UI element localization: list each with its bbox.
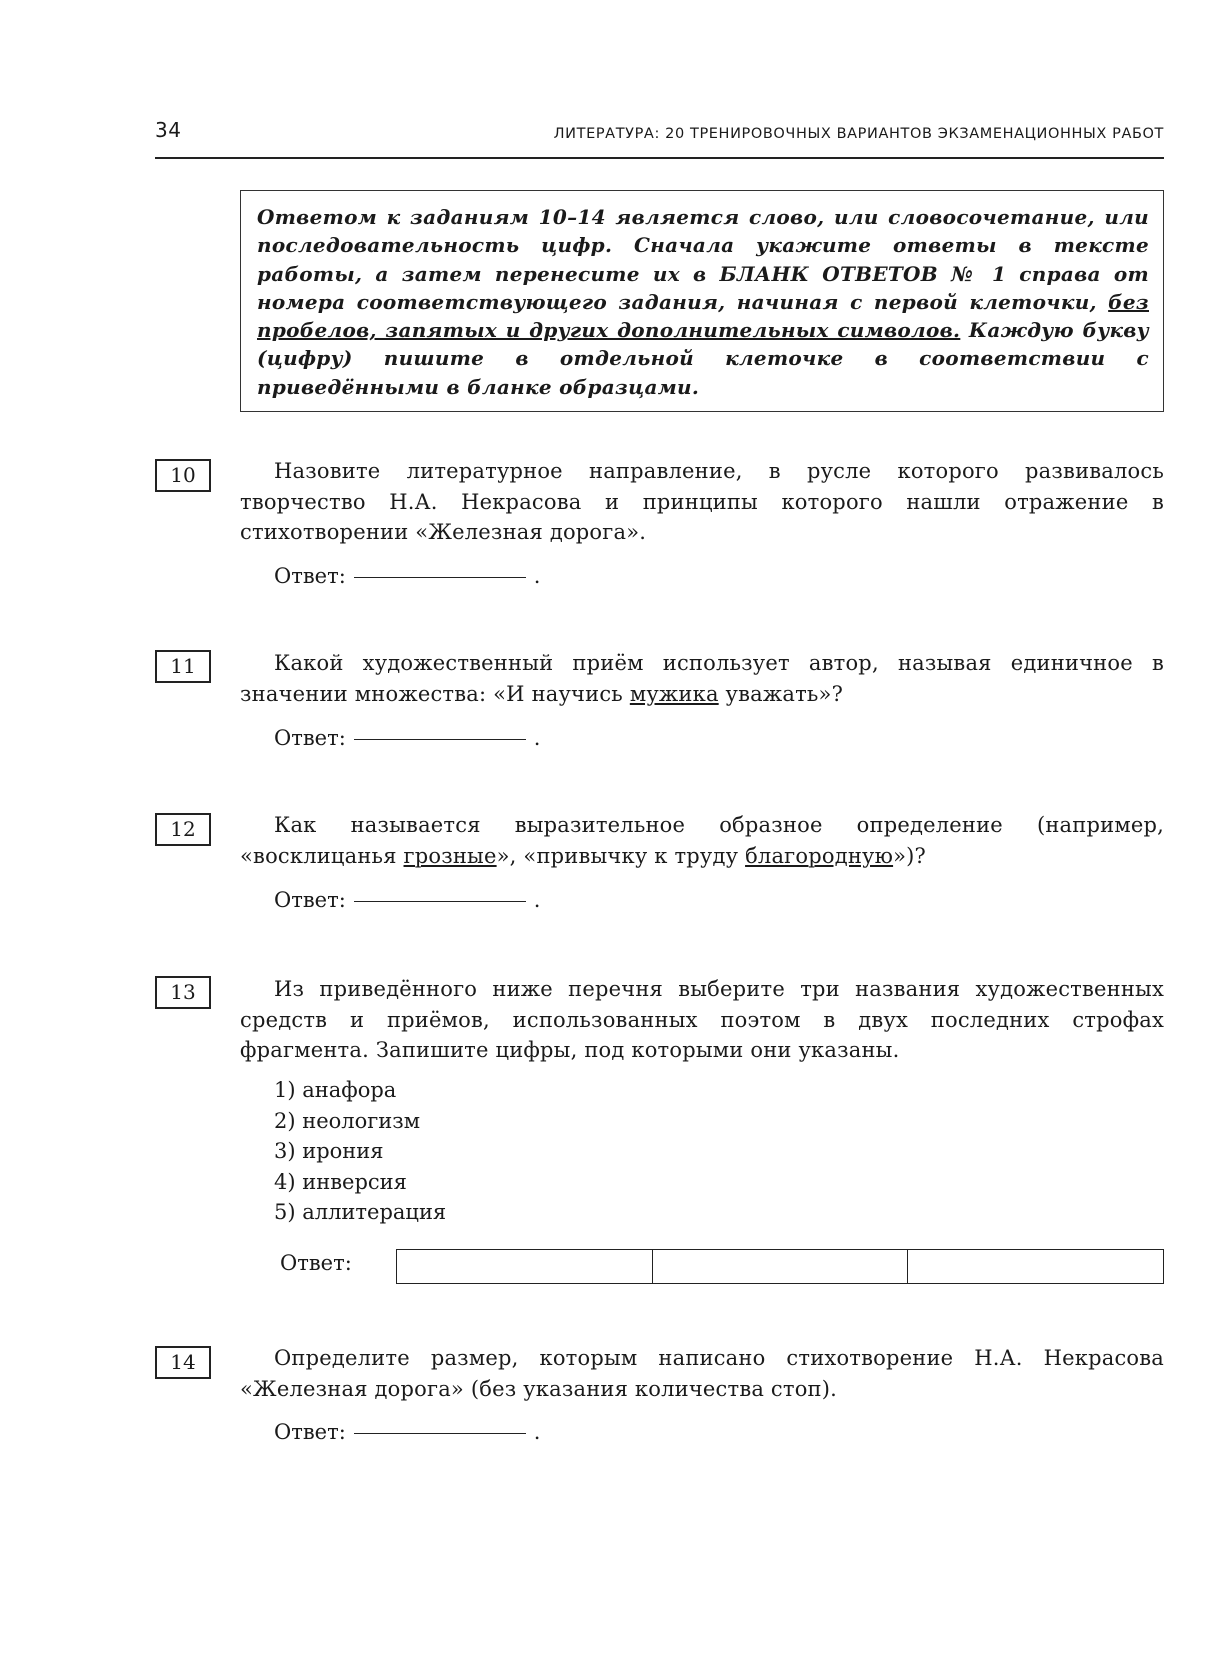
- task-11-answer-blank[interactable]: [354, 739, 526, 740]
- instruction-box: [240, 190, 1164, 412]
- answer-cell-2[interactable]: [653, 1250, 909, 1283]
- task-number-11: 11: [155, 650, 211, 683]
- task-13-options: [274, 1075, 446, 1228]
- answer-end-dot: .: [533, 1420, 541, 1444]
- page-number: 34: [155, 118, 182, 142]
- task-13-answer-grid: [396, 1249, 1164, 1284]
- task-14-text: Определите размер, которым написано стихотворение Н.А. Некрасова «Железная дорога» (без указания количества стоп).: [240, 1346, 1164, 1401]
- task-10-text: Назовите литературное направление, в русле которого развивалось творчество Н.А. Некрасова и принципы которого нашли отражение в стихотворении «Железная дорога».: [240, 459, 1164, 544]
- option-item: 5) аллитерация: [274, 1200, 447, 1225]
- task-12-answer-blank[interactable]: [354, 901, 526, 902]
- instruction-text: Ответом к заданиям 10–14 является слово, или словосочетание, или последовательность цифр. Сначала укажите ответы в тексте работы, а затем перенесите их в БЛАНК ОТВЕТОВ № 1 справа от номера соответствующего задания, начиная с первой клеточки,: [257, 205, 1149, 314]
- option-item: 3) ирония: [274, 1139, 384, 1164]
- task-12-underlined-word-1: грозные: [403, 843, 497, 868]
- task-12-text-part: Как называется выразительное образное определение (например, «восклицанья: [240, 813, 1164, 868]
- task-number-13: 13: [155, 976, 211, 1009]
- task-10-answer-blank[interactable]: [354, 577, 526, 578]
- header-rule: [155, 157, 1164, 159]
- option-item: 1) анафора: [274, 1078, 397, 1102]
- answer-end-dot: .: [533, 888, 541, 912]
- answer-cell-1[interactable]: [397, 1250, 653, 1283]
- answer-label: Ответ:: [274, 726, 346, 750]
- task-number-10: 10: [155, 459, 211, 492]
- task-11-underlined-word: мужика: [629, 681, 719, 706]
- running-title: ЛИТЕРАТУРА: 20 ТРЕНИРОВОЧНЫХ ВАРИАНТОВ ЭКЗАМЕНАЦИОННЫХ РАБОТ: [553, 126, 1164, 142]
- task-number-12: 12: [155, 813, 211, 846]
- task-13-answer-label: Ответ:: [280, 1251, 352, 1275]
- task-11-text-part: Какой художественный приём использует автор, называя единичное в значении множества: «И научись: [240, 651, 1164, 706]
- answer-label: Ответ:: [274, 564, 346, 588]
- answer-label: Ответ:: [274, 1420, 346, 1444]
- task-number-14: 14: [155, 1346, 211, 1379]
- task-12-text: [240, 810, 1164, 871]
- task-12-text-end: »)?: [893, 843, 926, 868]
- task-10-answer: [274, 564, 540, 588]
- answer-cell-3[interactable]: [908, 1250, 1163, 1283]
- option-item: 4) инверсия: [274, 1169, 407, 1194]
- task-12-text-middle: », «привычку к труду: [496, 843, 746, 868]
- task-14-answer: [274, 1420, 540, 1444]
- answer-end-dot: .: [533, 564, 541, 588]
- answer-end-dot: .: [533, 726, 541, 750]
- instruction-underlined-text: без пробелов, запятых и других дополнительных символов.: [257, 289, 1149, 343]
- answer-label: Ответ:: [274, 888, 346, 912]
- task-11-text: [240, 648, 1164, 709]
- instruction-text-end: Каждую букву (цифру) пишите в отдельной клеточке в соответствии с приведёнными в бланке образцами.: [257, 318, 1150, 399]
- task-11-answer: [274, 726, 540, 750]
- task-13-text: Из приведённого ниже перечня выберите три названия художественных средств и приёмов, использованных поэтом в двух последних строфах фрагмента. Запишите цифры, под которыми они указаны.: [240, 977, 1164, 1062]
- task-14-answer-blank[interactable]: [354, 1433, 526, 1434]
- task-12-underlined-word-2: благородную: [745, 843, 894, 868]
- task-11-text-end: уважать»?: [718, 681, 844, 706]
- task-12-answer: [274, 888, 540, 912]
- option-item: 2) неологизм: [274, 1108, 421, 1133]
